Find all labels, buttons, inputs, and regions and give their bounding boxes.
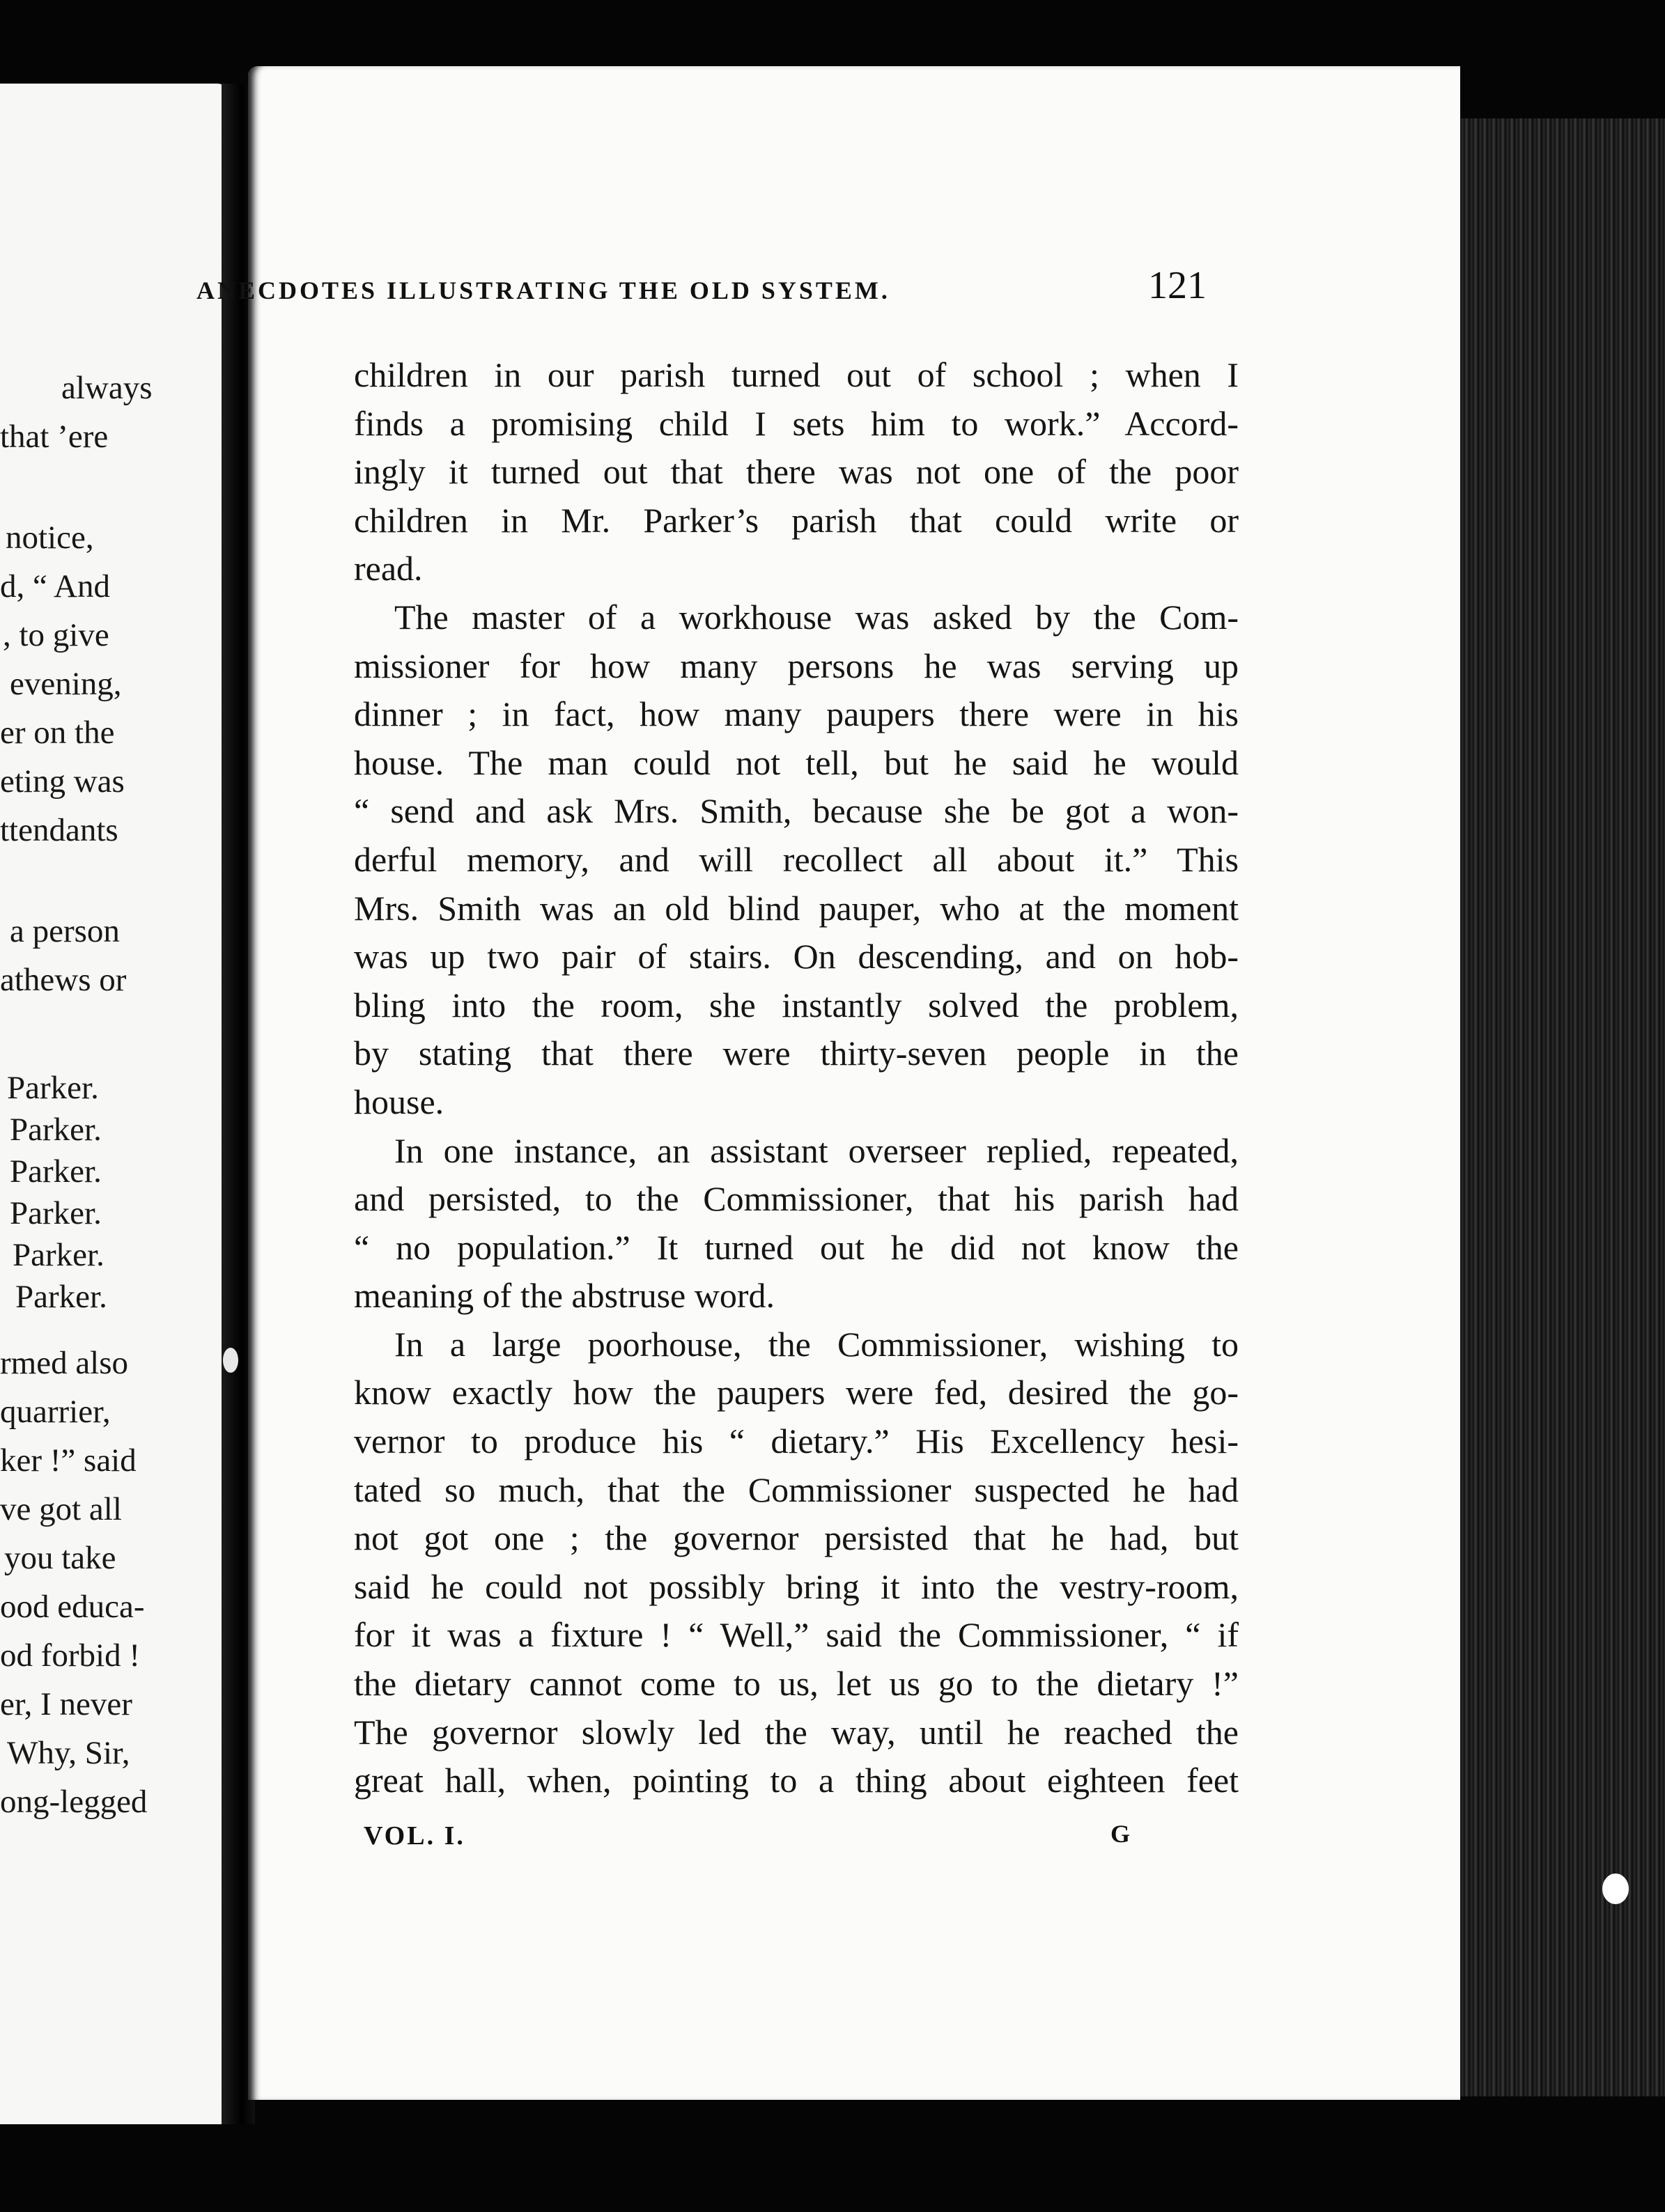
text-line: know exactly how the paupers were fed, desired the go-: [354, 1373, 1239, 1412]
left-fragment: d, “ And: [0, 568, 110, 605]
text-line: said he could not possibly bring it into the vestry-room,: [354, 1566, 1239, 1606]
left-fragment: Parker.: [7, 1070, 99, 1106]
text-line: vernor to produce his “ dietary.” His Excellency hesi-: [354, 1422, 1239, 1461]
left-fragment: ood educa-: [0, 1589, 145, 1625]
left-fragment: Parker.: [10, 1112, 102, 1148]
book-fore-edge: [1442, 118, 1665, 2096]
text-line: bling into the room, she instantly solved the problem,: [354, 985, 1239, 1025]
left-fragment: ker !” said: [0, 1442, 137, 1479]
left-fragment: , to give: [3, 617, 109, 653]
text-line: house.: [354, 1082, 444, 1121]
left-fragment: od forbid !: [0, 1637, 141, 1674]
left-fragment: ttendants: [0, 812, 118, 848]
text-line: by stating that there were thirty-seven people in the: [354, 1034, 1239, 1073]
left-fragment: ong-legged: [0, 1784, 148, 1820]
left-fragment: rmed also: [0, 1345, 129, 1381]
text-line: tated so much, that the Commissioner suspected he had: [354, 1470, 1239, 1509]
left-fragment: notice,: [6, 520, 94, 556]
text-line: The master of a workhouse was asked by the Com-: [394, 597, 1239, 637]
scan-speck: [1602, 1874, 1629, 1904]
left-fragment: Parker.: [10, 1195, 102, 1231]
text-line: great hall, when, pointing to a thing about eighteen feet: [354, 1761, 1239, 1800]
text-line: the dietary cannot come to us, let us go to the dietary !”: [354, 1664, 1239, 1704]
left-fragment: Why, Sir,: [7, 1735, 130, 1771]
text-line: not got one ; the governor persisted that he had, but: [354, 1518, 1239, 1558]
body-text: [354, 351, 1239, 1805]
left-fragment: ve got all: [0, 1491, 122, 1527]
text-line: children in Mr. Parker’s parish that could write or: [354, 500, 1239, 540]
text-line: dinner ; in fact, how many paupers there were in his: [354, 694, 1239, 734]
left-fragment: Parker.: [15, 1279, 107, 1315]
text-line: read.: [354, 549, 423, 589]
left-fragment: quarrier,: [0, 1394, 111, 1430]
text-line: for it was a fixture ! “ Well,” said the Commissioner, “ if: [354, 1615, 1239, 1655]
text-line: The governor slowly led the way, until he reached the: [354, 1712, 1239, 1752]
left-page: [0, 84, 230, 2124]
page-number: 121: [1148, 264, 1207, 307]
text-line: missioner for how many persons he was serving up: [354, 646, 1239, 685]
text-line: In a large poorhouse, the Commissioner, wishing to: [394, 1324, 1239, 1364]
left-fragment: athews or: [0, 962, 127, 998]
left-fragment: always: [61, 370, 153, 406]
footer-signature: G: [1110, 1820, 1131, 1848]
left-fragment: evening,: [10, 666, 122, 702]
text-line: ingly it turned out that there was not one of the poor: [354, 452, 1239, 492]
text-line: and persisted, to the Commissioner, that his parish had: [354, 1179, 1239, 1219]
text-line: meaning of the abstruse word.: [354, 1276, 775, 1316]
text-line: finds a promising child I sets him to work.” Accord-: [354, 403, 1239, 443]
left-fragment: that ’ere: [0, 419, 109, 455]
left-fragment: Parker.: [10, 1153, 102, 1190]
running-head: ANECDOTES ILLUSTRATING THE OLD SYSTEM.: [196, 276, 890, 304]
text-line: was up two pair of stairs. On descending, and on hob-: [354, 937, 1239, 976]
left-fragment: a person: [10, 913, 120, 949]
text-line: children in our parish turned out of school ; when I: [354, 355, 1239, 394]
text-line: “ send and ask Mrs. Smith, because she be got a won-: [354, 791, 1239, 831]
text-line: derful memory, and will recollect all about it.” This: [354, 839, 1239, 879]
text-line: Mrs. Smith was an old blind pauper, who at the moment: [354, 888, 1239, 928]
left-fragment: Parker.: [13, 1237, 104, 1273]
left-fragment: er on the: [0, 715, 115, 751]
scan-speck: [223, 1348, 238, 1373]
text-line: “ no population.” It turned out he did not know the: [354, 1227, 1239, 1267]
left-fragment: er, I never: [0, 1686, 132, 1722]
footer-volume: VOL. I.: [364, 1821, 465, 1851]
text-line: In one instance, an assistant overseer replied, repeated,: [394, 1130, 1239, 1170]
left-fragment: you take: [4, 1540, 116, 1576]
left-fragment: eting was: [0, 763, 125, 800]
text-line: house. The man could not tell, but he said he would: [354, 742, 1239, 782]
